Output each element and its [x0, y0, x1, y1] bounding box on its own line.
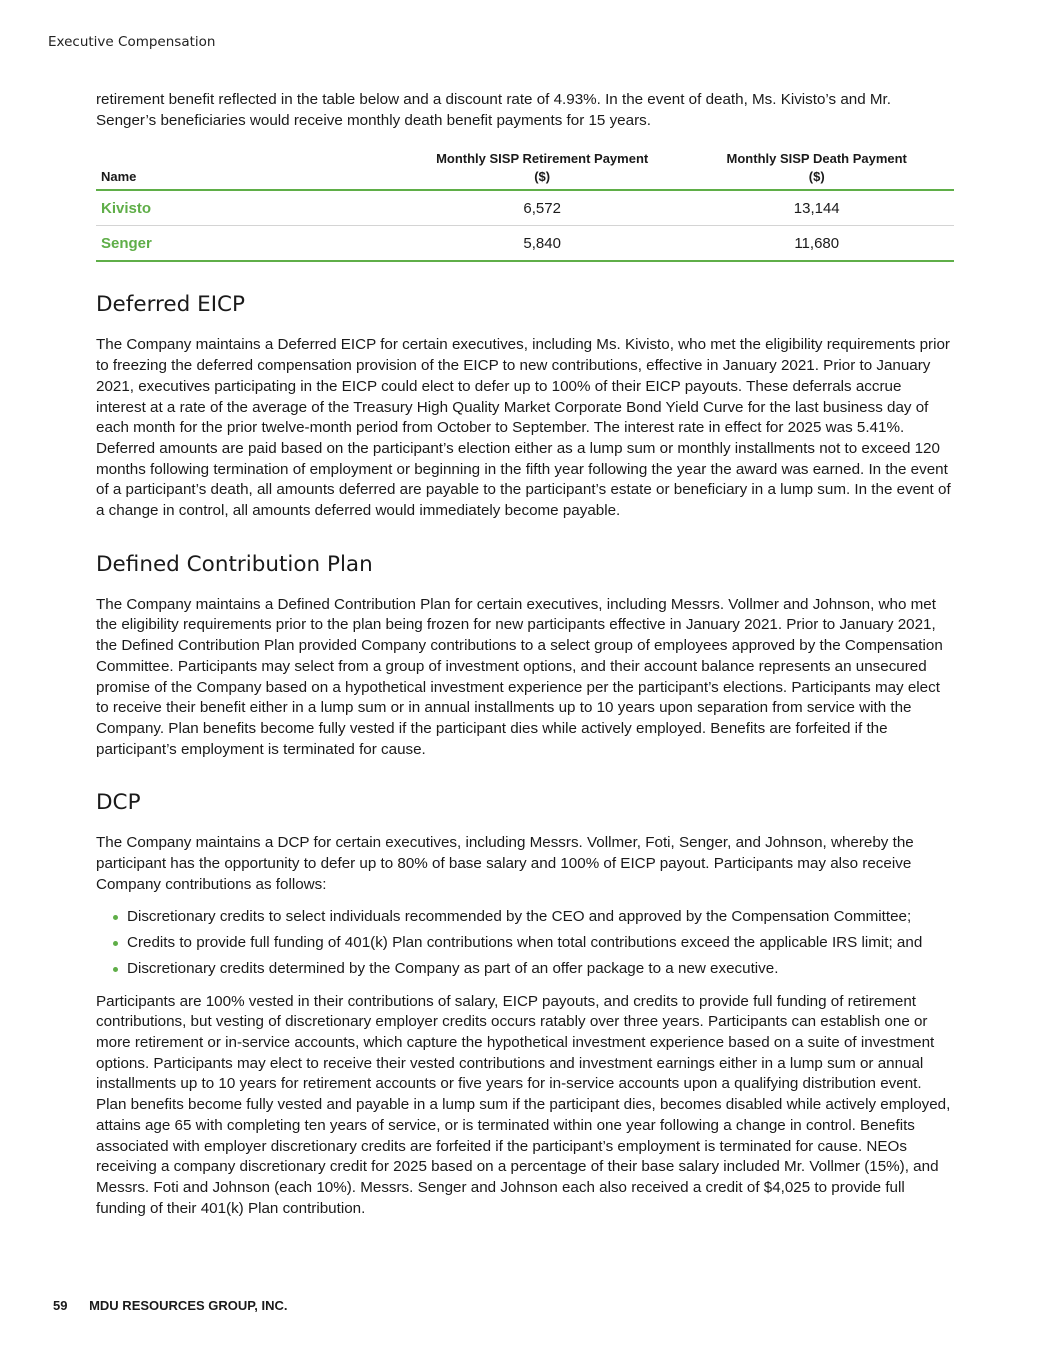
- death-header-line1: Monthly SISP Death Payment: [726, 151, 907, 167]
- table-header-row: [96, 150, 954, 190]
- list-item-text: Discretionary credits to select individuals recommended by the CEO and approved by the Compensation Committee;: [127, 908, 912, 926]
- retirement-header-line2: ($): [534, 169, 551, 185]
- sisp-payment-table: [96, 150, 954, 262]
- death-payment-column-header: [679, 150, 954, 190]
- row-retirement-payment: 6,572: [405, 190, 680, 226]
- death-header-line2: ($): [808, 169, 825, 185]
- page-content: [96, 90, 954, 1219]
- list-item: [96, 907, 954, 928]
- row-retirement-payment: 5,840: [405, 226, 680, 262]
- intro-paragraph: retirement benefit reflected in the table below and a discount rate of 4.93%. In the event of death, Ms. Kivisto’s and Mr. Senger’s beneficiaries would receive monthly death benefit payments for 15 years.: [96, 91, 891, 129]
- retirement-header-line1: Monthly SISP Retirement Payment: [436, 151, 649, 167]
- list-item-text: Discretionary credits determined by the Company as part of an offer package to a new executive.: [127, 959, 779, 977]
- table-row: [96, 226, 954, 262]
- bullet-icon: [113, 915, 118, 920]
- running-header: Executive Compensation: [48, 34, 216, 50]
- row-name: Kivisto: [96, 190, 405, 226]
- dcp-closing-paragraph: Participants are 100% vested in their contributions of salary, EICP payouts, and credits to provide full funding of retirement contributions, but vesting of discretionary employer credits occurs ratably over three years. Participants can establish one or more retirement or in-service accounts, which capture the hypothetical investment experience based on a suite of investment options. Participants may elect to receive their vested contributions and investment earnings either in a lump sum or annual installments up to 10 years for retirement accounts or five years for in-service accounts upon a qualifying distribution event. Plan benefits become fully vested and payable in a lump sum if the participant dies, becomes disabled while actively employed, attains age 65 with completing ten years of service, or is terminated within one year following a change in control. Benefits associated with employer discretionary credits are forfeited if the participant’s employment is terminated for cause. NEOs receiving a company discretionary credit for 2025 based on a percentage of their base salary included Mr. Vollmer (15%), and Messrs. Foti and Johnson (each 10%). Messrs. Senger and Johnson each also received a credit of $4,025 to provide full funding of their 401(k) Plan contribution.: [96, 992, 951, 1217]
- page-footer: [53, 1298, 288, 1313]
- deferred-eicp-paragraph: The Company maintains a Deferred EICP for certain executives, including Ms. Kivisto, who met the eligibility requirements prior to freezing the deferred compensation provision of the EICP to new contributions, effective in January 2021. Prior to January 2021, executives participating in the EICP could elect to defer up to 100% of their EICP payouts. These deferrals accrue interest at a rate of the average of the Treasury High Quality Market Corporate Bond Yield Curve for the last business day of each month for the prior twelve-month period from October to September. The interest rate in effect for 2025 was 5.41%. Deferred amounts are paid based on the participant’s election either as a lump sum or monthly installments not to exceed 120 months following termination of employment or beginning in the fifth year following the year the award was earned. In the event of a participant’s death, all amounts deferred are payable to the participant’s estate or beneficiary in a lump sum. In the event of a change in control, all amounts deferred would immediately become payable.: [96, 336, 951, 520]
- dcp-heading: DCP: [96, 790, 141, 816]
- dcp-contribution-list: [96, 907, 954, 979]
- defined-contribution-heading: Defined Contribution Plan: [96, 551, 373, 577]
- list-item-text: Credits to provide full funding of 401(k) Plan contributions when total contributions exceed the applicable IRS limit; and: [127, 934, 923, 952]
- row-death-payment: 11,680: [679, 226, 954, 262]
- defined-contribution-paragraph: The Company maintains a Defined Contribution Plan for certain executives, including Messrs. Vollmer and Johnson, who met the eligibility requirements prior to the plan being frozen for new participants effective in January 2021. Prior to January 2021, the Defined Contribution Plan provided Company contributions to a select group of employees approved by the Compensation Committee. Participants may select from a group of investment options, and their account balance represents an unsecured promise of the Company based on a hypothetical investment experience per the participant’s elections. Participants may elect to receive their benefit either in a lump sum or in annual installments up to 10 years upon separation from service with the Company. Plan benefits become fully vested if the participant dies while actively employed. Benefits are forfeited if the participant’s employment is terminated for cause.: [96, 595, 943, 758]
- list-item: [96, 933, 954, 954]
- dcp-intro-paragraph: The Company maintains a DCP for certain executives, including Messrs. Vollmer, Foti, Senger, and Johnson, whereby the participant has the opportunity to defer up to 80% of base salary and 100% of EICP payout. Participants may also receive Company contributions as follows:: [96, 834, 914, 893]
- bullet-icon: [113, 941, 118, 946]
- row-name: Senger: [96, 226, 405, 262]
- table-row: [96, 190, 954, 226]
- bullet-icon: [113, 967, 118, 972]
- page-number: 59: [53, 1298, 68, 1313]
- deferred-eicp-heading: Deferred EICP: [96, 292, 246, 318]
- company-name: MDU RESOURCES GROUP, INC.: [89, 1298, 288, 1313]
- list-item: [96, 959, 954, 980]
- retirement-payment-column-header: [405, 150, 680, 190]
- name-column-header: Name: [96, 150, 405, 190]
- row-death-payment: 13,144: [679, 190, 954, 226]
